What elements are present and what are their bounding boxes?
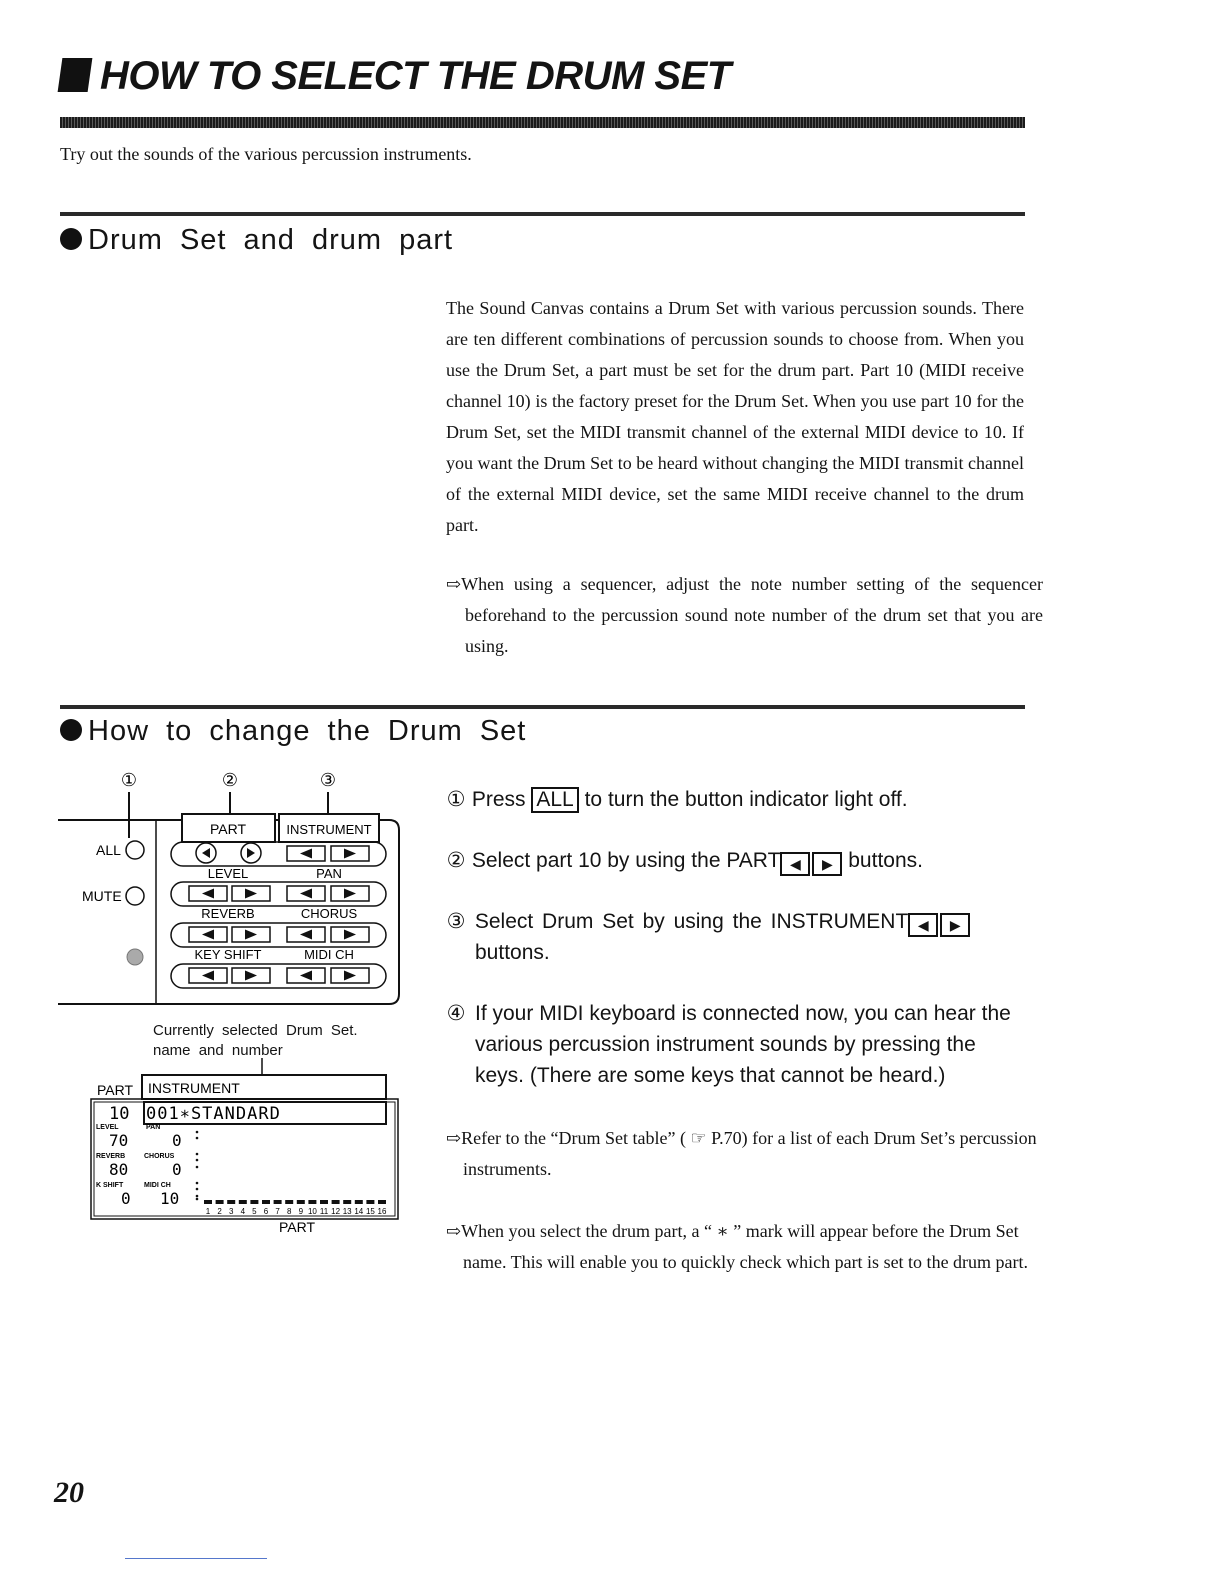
lcd-part-segment — [355, 1200, 363, 1204]
pan-label: PAN — [316, 866, 342, 881]
lcd-part-segment — [320, 1200, 328, 1204]
lcd-dot — [196, 1166, 199, 1169]
title-square-icon — [58, 58, 93, 92]
midich-label: MIDI CH — [304, 947, 354, 962]
lcd-display — [88, 1058, 404, 1240]
lcd-part-segment — [308, 1200, 316, 1204]
chorus-label: CHORUS — [300, 906, 358, 921]
page-title — [60, 54, 731, 99]
indicator-dot-icon — [127, 949, 143, 965]
callout-1: ① — [120, 770, 138, 790]
lcd-part-segment — [250, 1200, 258, 1204]
lcd-dot — [196, 1182, 199, 1185]
right-arrow-icon — [247, 848, 255, 858]
lcd-part-segment — [227, 1200, 235, 1204]
right-arrow-icon: ▶ — [812, 852, 842, 876]
lcd-part-value: 10 — [109, 1104, 130, 1124]
page-subtitle: Try out the sounds of the various percussion instruments. — [60, 144, 472, 164]
lcd-instrument-value: 001∗STANDARD — [146, 1104, 281, 1124]
lcd-dot — [196, 1137, 199, 1140]
section1-paragraph: The Sound Canvas contains a Drum Set with various percussion sounds. There are ten different combinations of percussion sounds to choose from. When you use the Drum Set, a part must be set for the drum part. Part 10 (MIDI receive channel 10) is the factory preset for the Drum Set. When you use part 10 for the Drum Set, set the MIDI transmit channel of the external MIDI device to 10. If you want the Drum Set to be heard without changing the MIDI transmit channel of the external MIDI device, set the same MIDI receive channel to the drum part. — [446, 298, 1024, 535]
mute-button[interactable] — [126, 887, 144, 905]
bullet-icon — [60, 719, 82, 741]
left-arrow-icon: ◀ — [908, 913, 938, 937]
section1-rule — [60, 212, 1025, 216]
callout-3: ③ — [319, 770, 337, 790]
footer-line — [125, 1558, 267, 1559]
lcd-level-label: LEVEL — [96, 1124, 119, 1131]
lcd-part-segment — [216, 1200, 224, 1204]
all-button-ref: ALL — [531, 787, 578, 813]
lcd-dot — [196, 1188, 199, 1191]
step-1: ① Press ALL to turn the button indicator light off. — [446, 788, 908, 811]
lcd-part-number: 15 — [365, 1207, 375, 1216]
lcd-part-meter — [204, 1200, 386, 1204]
section1-heading: Drum Set and drum part — [60, 224, 453, 257]
lcd-part-number: 16 — [377, 1207, 387, 1216]
display-caption-line1: Currently selected Drum Set. — [153, 1022, 358, 1039]
lcd-keyshift-value: 0 — [121, 1189, 131, 1208]
level-label: LEVEL — [207, 866, 249, 881]
lcd-pan-value: 0 — [172, 1131, 182, 1150]
lcd-part-number: 14 — [354, 1207, 364, 1216]
lcd-part-number: 1 — [205, 1207, 211, 1216]
lcd-part-segment — [285, 1200, 293, 1204]
keyshift-label: KEY SHIFT — [194, 947, 262, 962]
lcd-level-value: 70 — [109, 1131, 129, 1150]
lcd-part-segment — [239, 1200, 247, 1204]
all-label: ALL — [96, 842, 121, 858]
section2-rule — [60, 705, 1025, 709]
lcd-part-number: 8 — [286, 1207, 292, 1216]
section2-note-2: ⇨When you select the drum part, a “ ∗ ” mark will appear before the Drum Set name. This will enable you to quickly check which part is set to the drum part. — [446, 1221, 1029, 1272]
lcd-part-segment — [297, 1200, 305, 1204]
lcd-reverb-label: REVERB — [96, 1153, 126, 1160]
callout-2: ② — [221, 770, 239, 790]
lcd-part-segment — [332, 1200, 340, 1204]
lcd-part-segment — [204, 1200, 212, 1204]
lcd-chorus-label: CHORUS — [144, 1153, 175, 1160]
instrument-label: INSTRUMENT — [286, 822, 372, 837]
lcd-dot — [196, 1159, 199, 1162]
lcd-part-segment — [262, 1200, 270, 1204]
lcd-dot — [196, 1153, 199, 1156]
lcd-separator-dots — [196, 1131, 199, 1201]
lcd-part-number: 5 — [252, 1207, 257, 1216]
left-arrow-icon — [202, 848, 210, 858]
lcd-part-number: 2 — [217, 1207, 222, 1216]
section1-note: ⇨When using a sequencer, adjust the note number setting of the sequencer beforehand to the percussion sound note number of the drum set that you are using. — [446, 574, 1043, 656]
section2-heading: How to change the Drum Set — [60, 715, 526, 748]
page-number: 20 — [54, 1476, 84, 1509]
lcd-part-number: 4 — [240, 1207, 246, 1216]
lcd-keyshift-label: K SHIFT — [96, 1182, 124, 1189]
lcd-midich-value: 10 — [160, 1189, 180, 1208]
lcd-part-segment — [274, 1200, 282, 1204]
lcd-part-segment — [366, 1200, 374, 1204]
display-caption — [153, 1021, 358, 1061]
part-label: PART — [209, 821, 247, 837]
step-2: ② Select part 10 by using the PART ◀ ▶ buttons. — [446, 845, 1036, 876]
lcd-dot — [196, 1198, 199, 1201]
lcd-part-number: 9 — [298, 1207, 304, 1216]
display-caption-line2: name and number — [153, 1042, 283, 1059]
lcd-pan-label: PAN — [146, 1124, 161, 1131]
right-arrow-icon: ▶ — [940, 913, 970, 937]
step-3: ③ Select Drum Set by using the INSTRUMENT ◀ ▶ buttons. — [446, 906, 1036, 968]
bullet-icon — [60, 228, 82, 250]
page-title-text: HOW TO SELECT THE DRUM SET — [100, 54, 731, 98]
lcd-chorus-value: 0 — [172, 1160, 182, 1179]
left-arrow-icon: ◀ — [780, 852, 810, 876]
section2-note-1: ⇨Refer to the “Drum Set table” ( ☞ P.70) for a list of each Drum Set’s percussion instruments. — [446, 1128, 1037, 1179]
lcd-dot — [196, 1131, 199, 1134]
display-instrument-label: INSTRUMENT — [148, 1080, 240, 1096]
title-rule — [60, 117, 1025, 128]
step-4: ④ If your MIDI keyboard is connected now, you can hear the various percussion instrument sounds by pressing the keys. (There are some keys that cannot be heard.) — [446, 1002, 1011, 1087]
lcd-part-number: 12 — [331, 1207, 341, 1216]
panel-diagram — [56, 764, 406, 1009]
lcd-part-number: 7 — [275, 1207, 280, 1216]
display-part-label: PART — [97, 1082, 134, 1098]
lcd-part-numbers — [206, 1207, 387, 1216]
lcd-part-number: 13 — [342, 1207, 352, 1216]
lcd-part-number: 6 — [263, 1207, 269, 1216]
lcd-bottom-part-label: PART — [278, 1219, 316, 1235]
lcd-midich-label: MIDI CH — [144, 1182, 171, 1189]
lcd-part-number: 10 — [307, 1207, 317, 1216]
all-button[interactable] — [126, 841, 144, 859]
lcd-dot — [196, 1195, 199, 1198]
lcd-reverb-value: 80 — [109, 1160, 129, 1179]
lcd-part-segment — [343, 1200, 351, 1204]
lcd-part-number: 3 — [228, 1207, 234, 1216]
mute-label: MUTE — [82, 888, 122, 904]
lcd-part-number: 11 — [319, 1207, 329, 1216]
lcd-part-segment — [378, 1200, 386, 1204]
reverb-label: REVERB — [201, 906, 255, 921]
